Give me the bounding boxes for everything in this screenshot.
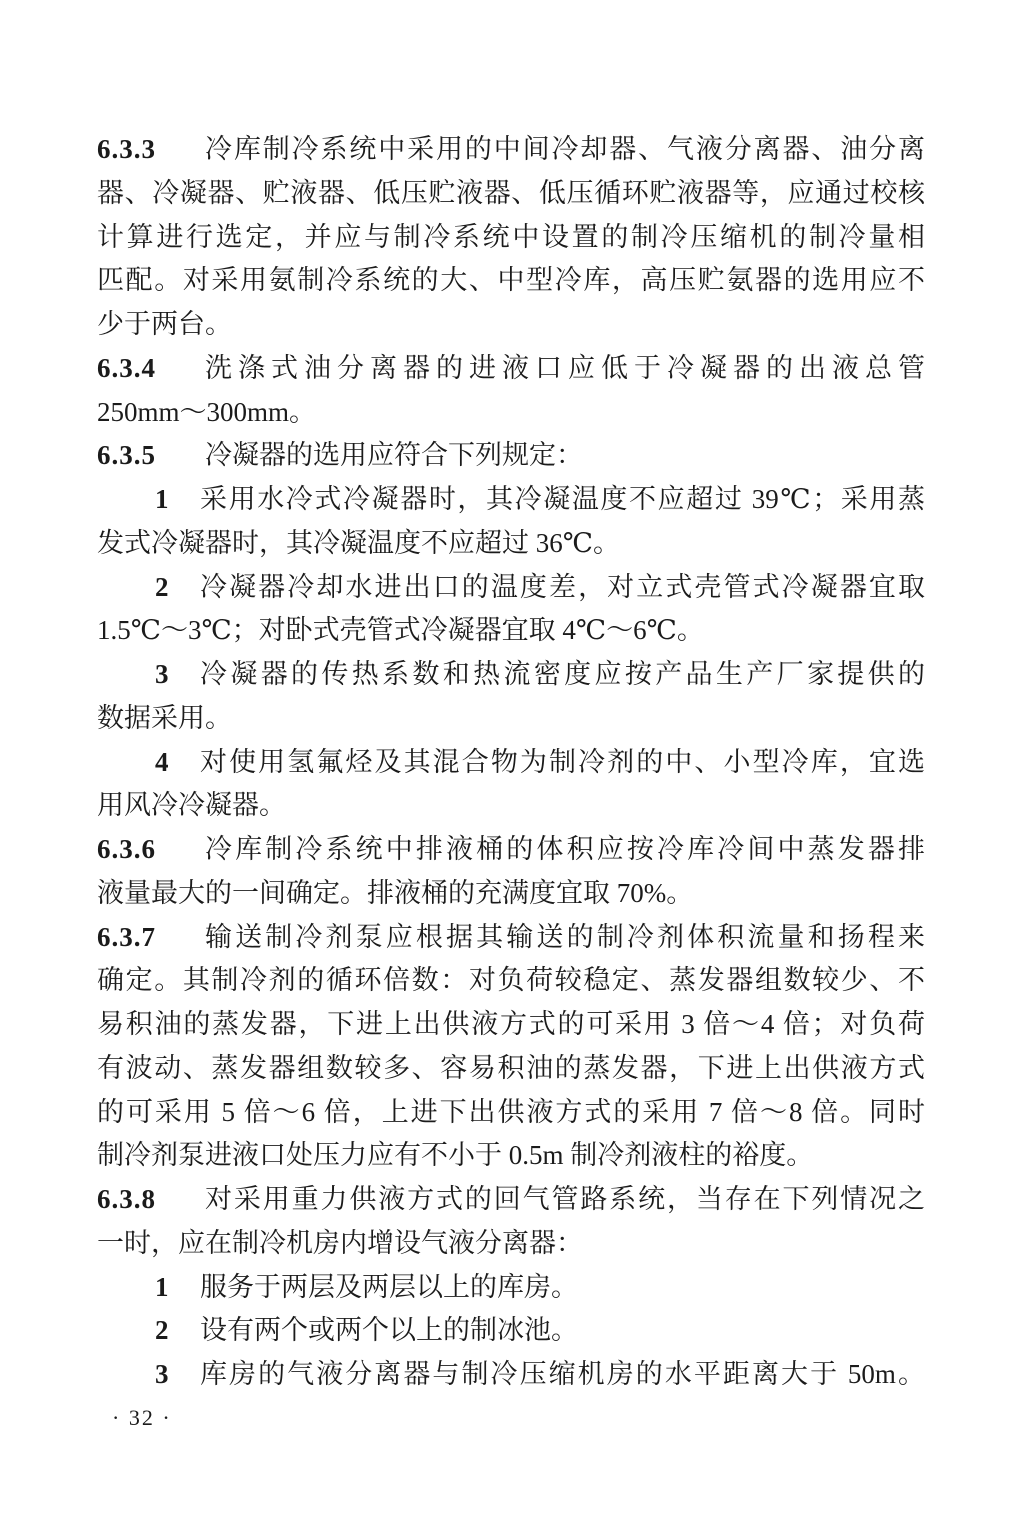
- item-text: 用风冷冷凝器。: [97, 790, 286, 821]
- clause-text: 确定。其制冷剂的循环倍数：对负荷较稳定、蒸发器组数较少、不: [97, 965, 925, 996]
- clause-text: 冷库制冷系统中采用的中间冷却器、气液分离器、油分离: [205, 134, 925, 164]
- clause-text: 少于两台。: [97, 309, 232, 339]
- item-line: [97, 1266, 925, 1310]
- clause-line: [97, 259, 925, 303]
- clause-6-3-6: [97, 828, 925, 916]
- clause-text: 有波动、蒸发器组数较多、容易积油的蒸发器，下进上出供液方式: [97, 1052, 925, 1083]
- item-line: [97, 784, 925, 828]
- list-item: [97, 653, 925, 741]
- item-line: [97, 566, 925, 610]
- clause-number: 6.3.4: [97, 352, 156, 383]
- page-body: [97, 128, 925, 1397]
- clause-line: [97, 1222, 925, 1266]
- clause-text: 洗涤式油分离器的进液口应低于冷凝器的出液总管: [205, 352, 925, 383]
- clause-line: [97, 1003, 925, 1047]
- list-item: [97, 1353, 925, 1397]
- item-number: 3: [155, 1359, 169, 1389]
- clause-text: 易积油的蒸发器，下进上出供液方式的可采用 3 倍～4 倍；对负荷: [97, 1009, 925, 1039]
- item-number: 1: [155, 484, 169, 514]
- page-number: · 32 ·: [112, 1405, 172, 1430]
- item-text: 数据采用。: [97, 702, 232, 733]
- item-number: 1: [155, 1271, 169, 1302]
- clause-number: 6.3.5: [97, 440, 156, 471]
- list-item: [97, 741, 925, 829]
- item-text: 冷凝器冷却水进出口的温度差，对立式壳管式冷凝器宜取: [200, 571, 925, 602]
- clause-line: [97, 872, 925, 916]
- clause-number: 6.3.6: [97, 834, 156, 864]
- clause-text: 制冷剂泵进液口处压力应有不小于 0.5m 制冷剂液柱的裕度。: [97, 1140, 814, 1171]
- clause-line: [97, 172, 925, 216]
- item-text: 采用水冷式冷凝器时，其冷凝温度不应超过 39℃；采用蒸: [200, 484, 925, 514]
- clause-text: 输送制冷剂泵应根据其输送的制冷剂体积流量和扬程来: [205, 921, 925, 952]
- item-line: [97, 1353, 925, 1397]
- clause-text: 一时，应在制冷机房内增设气液分离器：: [97, 1227, 583, 1258]
- item-line: [97, 653, 925, 697]
- clause-number: 6.3.8: [97, 1184, 156, 1214]
- list-item: [97, 566, 925, 654]
- clause-text: 器、冷凝器、贮液器、低压贮液器、低压循环贮液器等，应通过校核: [97, 177, 925, 208]
- item-number: 2: [155, 571, 169, 602]
- item-text: 冷凝器的传热系数和热流密度应按产品生产厂家提供的: [200, 659, 925, 689]
- clause-line: [97, 828, 925, 872]
- clause-line: [97, 1047, 925, 1091]
- item-line: [97, 741, 925, 785]
- clause-line: [97, 128, 925, 172]
- clause-text: 冷凝器的选用应符合下列规定：: [205, 440, 583, 471]
- clause-line: [97, 1178, 925, 1222]
- clause-line: [97, 916, 925, 960]
- item-text: 设有两个或两个以上的制冰池。: [200, 1315, 578, 1346]
- clause-line: [97, 303, 925, 347]
- item-line: [97, 478, 925, 522]
- item-line: [97, 522, 925, 566]
- clause-line: [97, 347, 925, 391]
- item-number: 2: [155, 1315, 169, 1346]
- clause-line: [97, 434, 925, 478]
- item-text: 库房的气液分离器与制冷压缩机房的水平距离大于 50m。: [200, 1359, 925, 1389]
- clause-6-3-8: [97, 1178, 925, 1397]
- clause-text: 的可采用 5 倍～6 倍，上进下出供液方式的采用 7 倍～8 倍。同时: [97, 1096, 925, 1127]
- list-item: [97, 478, 925, 566]
- clause-line: [97, 959, 925, 1003]
- clause-line: [97, 1134, 925, 1178]
- item-number: 3: [155, 659, 169, 689]
- clause-text: 冷库制冷系统中排液桶的体积应按冷库冷间中蒸发器排: [205, 834, 925, 864]
- clause-text: 对采用重力供液方式的回气管路系统，当存在下列情况之: [205, 1184, 925, 1214]
- clause-text: 计算进行选定，并应与制冷系统中设置的制冷压缩机的制冷量相: [97, 221, 925, 252]
- clause-line: [97, 216, 925, 260]
- item-text: 对使用氢氟烃及其混合物为制冷剂的中、小型冷库，宜选: [200, 746, 925, 777]
- clause-text: 匹配。对采用氨制冷系统的大、中型冷库，高压贮氨器的选用应不: [97, 265, 925, 296]
- clause-line: [97, 1091, 925, 1135]
- clause-6-3-5: [97, 434, 925, 828]
- clause-text: 250mm～300mm。: [97, 396, 317, 427]
- clause-number: 6.3.7: [97, 921, 156, 952]
- item-text: 1.5℃～3℃；对卧式壳管式冷凝器宜取 4℃～6℃。: [97, 615, 704, 646]
- item-line: [97, 1309, 925, 1353]
- clause-6-3-4: [97, 347, 925, 435]
- clause-text: 液量最大的一间确定。排液桶的充满度宜取 70%。: [97, 877, 694, 908]
- item-line: [97, 697, 925, 741]
- clause-6-3-3: [97, 128, 925, 347]
- item-text: 服务于两层及两层以上的库房。: [200, 1271, 578, 1302]
- clause-number: 6.3.3: [97, 134, 156, 164]
- clause-6-3-7: [97, 916, 925, 1179]
- clause-line: [97, 391, 925, 435]
- item-number: 4: [155, 746, 169, 777]
- item-line: [97, 609, 925, 653]
- item-text: 发式冷凝器时，其冷凝温度不应超过 36℃。: [97, 527, 620, 558]
- list-item: [97, 1309, 925, 1353]
- list-item: [97, 1266, 925, 1310]
